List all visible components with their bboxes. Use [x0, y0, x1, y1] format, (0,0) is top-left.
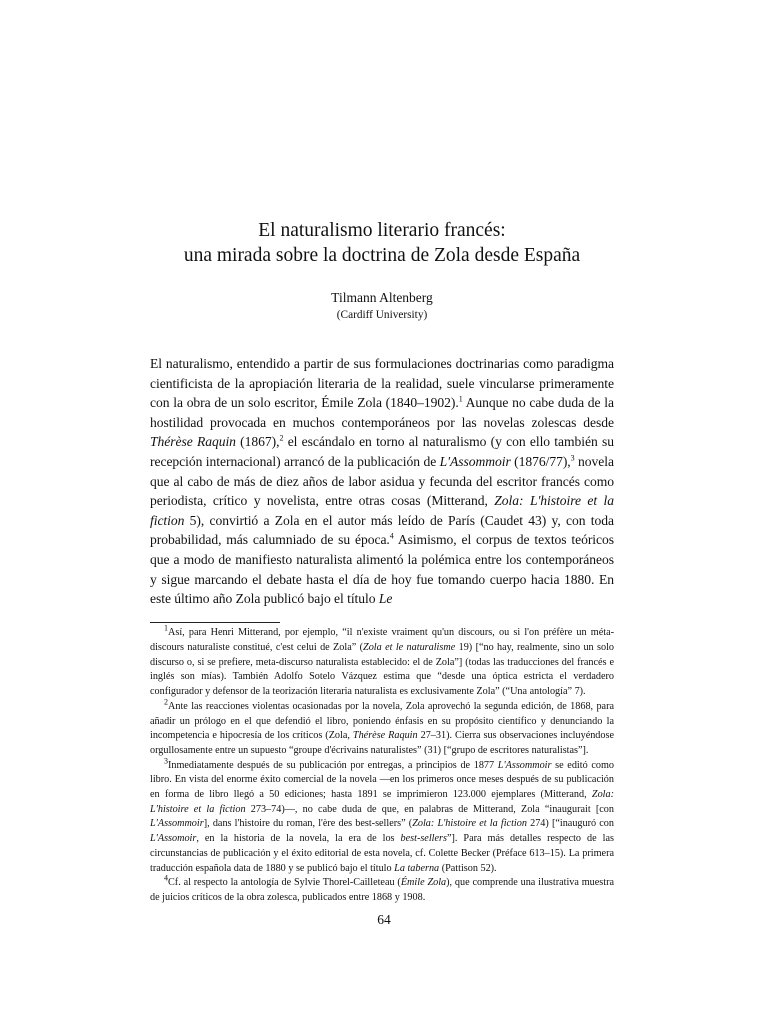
footnote-number: 2 [164, 697, 168, 707]
italic-title: Zola: L'histoire et la fiction [150, 493, 614, 528]
footnote-number: 3 [164, 756, 168, 766]
footnote-italic: L'Assommoir [150, 818, 204, 830]
italic-title: Le [378, 591, 393, 607]
footnote-text: se editó como libro. En vista del enorme éxito comercial de la novela —en los primeros once meses después de su publicación en forma de libro llegó a 50 ediciones; hasta 1891 se imprimieron 123.000 ejemplares (Mitterand, [150, 759, 614, 801]
footnote-ref-4: 4 [389, 531, 394, 541]
footnote-text: 273–74)—, no cabe duda de que, en palabras de Mitterand, Zola “inaugurait [con [245, 803, 614, 815]
body-text: (1867), [235, 434, 280, 450]
footnote-text: 19) [“no hay, realmente, sino un solo discurso o, si se prefiere, meta-discurso naturalista establecido: el de Zola”] (todas las traducciones del francés e inglés son mías). También Adolfo Sotelo Vázquez estima que “desde una óptica estricta el verdadero configurador y defensor de la teorización literaria naturalista es exclusivamente Zola” (“Una antología” 7). [150, 642, 615, 698]
footnote-italic: Thérèse Raquin [352, 730, 418, 742]
footnote-italic: L'Assomoir [150, 833, 197, 845]
footnote-1 [150, 623, 615, 700]
author-affiliation: (Cardiff University) [336, 309, 428, 321]
footnote-italic: Zola: L'histoire et la fiction [150, 789, 614, 815]
footnote-text: ”]. Para más detalles respecto de las circunstancias de publicación y el éxito editorial de esta novela, cf. Colette Becker (Préface 613–15). La primera traducción española data de 1880 y se publicó bajo el título [150, 833, 614, 874]
footnote-text: Ante las reacciones violentas ocasionadas por la novela, Zola aprovechó la segunda edición, de 1868, para añadir un prólogo en el que defendió el libro, poniendo énfasis en su propósito científico y denunciando la incompetencia e hipocresía de los críticos (Zola, [150, 700, 614, 742]
footnote-italic: Émile Zola [400, 877, 447, 889]
footnote-italic: La taberna [394, 862, 440, 874]
body-text: el escándalo en torno al naturalismo (y con ello también su recepción internacional) arrancó de la publicación de [150, 434, 614, 469]
footnote-ref-3: 3 [570, 453, 575, 463]
footnote-text: Cf. al respecto la antología de Sylvie Thorel-Cailleteau ( [168, 877, 401, 889]
footnote-number: 4 [164, 873, 168, 883]
page-number: 64 [377, 912, 391, 927]
article-page [150, 218, 614, 906]
body-text: El naturalismo, entendido a partir de sus formulaciones doctrinarias como paradigma cientificista de la apropiación literaria de la realidad, suele vincularse primeramente con la obra de un solo escritor, Émile Zola (1840–1902). [150, 356, 614, 411]
title-line-1: El naturalismo literario francés: [258, 220, 506, 241]
footnote-ref-2: 2 [279, 433, 284, 443]
footnote-text: ), que comprende una ilustrativa muestra de juicios críticos de la obra zolesca, publicados entre 1868 y 1908. [150, 877, 615, 903]
footnote-text: 27–31). Cierra sus observaciones incluyéndose orgullosamente entre un supuesto “groupe d'écrivains naturalistes” (31) [“grupo de escritores naturalistas”]. [150, 730, 614, 756]
footnote-4 [150, 873, 615, 905]
footnote-italic: Zola: L'histoire et la fiction [412, 818, 527, 830]
footnote-text: 274) [“inauguró con [526, 818, 614, 830]
author-name: Tilmann Altenberg [331, 290, 433, 305]
footnote-2 [150, 697, 614, 759]
footnote-text: Inmediatamente después de su publicación por entregas, a principios de 1877 [168, 759, 498, 771]
footnote-italic: best-sellers [400, 833, 447, 845]
footnote-italic: L'Assommoir [497, 759, 552, 771]
footnote-3 [150, 756, 614, 877]
body-text: (1876/77), [510, 453, 571, 469]
footnote-ref-1: 1 [458, 394, 463, 404]
footnote-number: 1 [164, 623, 168, 633]
footnote-text: Así, para Henri Mitterand, por ejemplo, “il n'existe vraiment qu'un discours, ou si l'on préfère un méta-discours naturaliste constitué, c'est celui de Zola” ( [150, 627, 614, 654]
footnotes [150, 623, 615, 905]
body-text: Aunque no cabe duda de la hostilidad provocada en muchos contemporáneos por las novelas zolescas desde [150, 395, 615, 430]
body-text: Asimismo, el corpus de textos teóricos que a modo de manifiesto naturalista alimentó la polémica entre los contemporáneos y sigue marcando el debate hasta el día de hoy fue tomando cuerpo hacia 1880. En este último año Zola publicó bajo el título [150, 532, 614, 607]
body-text: novela que al cabo de más de diez años de labor asidua y fecunda del escritor francés como periodista, crítico y novelista, entre otras cosas (Mitterand, [150, 453, 614, 509]
article-title [150, 218, 614, 268]
footnote-text: (Pattison 52). [439, 862, 497, 874]
italic-title: L'Assommoir [439, 453, 511, 469]
footnote-italic: Zola et le naturalisme [363, 642, 456, 654]
italic-title: Thérèse Raquin [150, 434, 236, 450]
footnote-text: , en la historia de la novela, la era de los [196, 833, 401, 845]
title-line-2: una mirada sobre la doctrina de Zola desde España [183, 245, 581, 266]
footnote-text: ], dans l'histoire du roman, l'ère des best-sellers” ( [203, 818, 413, 830]
body-paragraph [150, 354, 614, 609]
footnote-separator [150, 622, 280, 623]
body-text: 5), convirtió a Zola en el autor más leído de París (Caudet 43) y, con toda probabilidad, más calumniado de su época. [150, 512, 614, 548]
